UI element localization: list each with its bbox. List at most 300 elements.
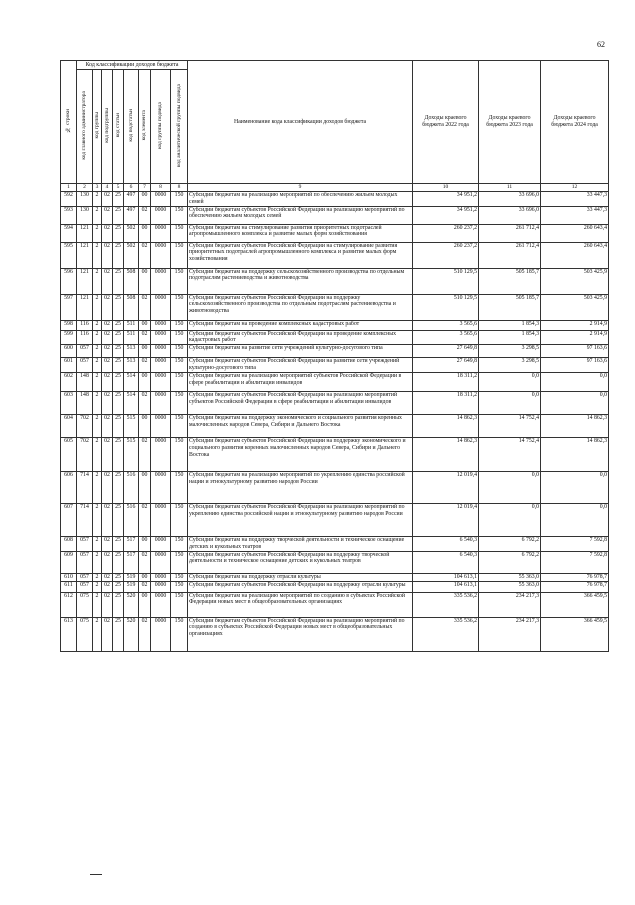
element-code-cell: 00: [139, 224, 151, 242]
admin-code-cell: 057: [77, 358, 93, 373]
element-code-cell: 02: [139, 391, 151, 414]
element-code-cell: 02: [139, 437, 151, 471]
revenue-2022-cell: 12 019,4: [413, 503, 479, 536]
row-number-cell: 594: [61, 224, 77, 242]
admin-code-cell: 148: [77, 391, 93, 414]
subgroup-code-header: код подгруппы: [102, 70, 113, 184]
code-name-cell: Субсидии бюджетам субъектов Российской Федерации на поддержку экономического и социального развития коренных малочисленных народов Севера, Сибири и Дальнего Востока: [188, 437, 413, 471]
subarticle-code-cell: 514: [124, 391, 139, 414]
analytic-subtype-code-cell: 150: [171, 391, 188, 414]
subtype-group-code-cell: 0000: [151, 358, 171, 373]
revenue-2023-cell: 3 298,5: [479, 345, 541, 358]
group-code-cell: 2: [93, 503, 102, 536]
analytic-subtype-code-cell: 150: [171, 206, 188, 224]
subtype-group-code-cell: 0000: [151, 224, 171, 242]
revenue-2024-header: Доходы краевого бюджета 2024 года: [541, 61, 609, 184]
element-code-cell: 02: [139, 242, 151, 268]
revenue-2024-cell: 0,0: [541, 471, 609, 503]
subtype-group-code-cell: 0000: [151, 617, 171, 651]
subgroup-code-cell: 02: [102, 192, 113, 207]
code-name-cell: Субсидии бюджетам субъектов Российской Федерации на стимулирование развития приоритетных подотраслей агропромышленного комплекса и развитие малых форм хозяйствования: [188, 242, 413, 268]
analytic-subtype-code-cell: 150: [171, 358, 188, 373]
admin-code-cell: 075: [77, 617, 93, 651]
article-code-cell: 25: [113, 206, 124, 224]
element-code-cell: 00: [139, 192, 151, 207]
code-name-cell: Субсидии бюджетам субъектов Российской Федерации на реализацию мероприятий по укреплению единства российской нации и этнокультурному развитию народов России: [188, 503, 413, 536]
admin-code-cell: 057: [77, 581, 93, 592]
column-number: 1: [61, 184, 77, 192]
analytic-subtype-code-cell: 150: [171, 414, 188, 437]
subarticle-code-cell: 513: [124, 358, 139, 373]
group-code-cell: 2: [93, 224, 102, 242]
table-row: [61, 345, 609, 358]
analytic-subtype-code-cell: 150: [171, 471, 188, 503]
subgroup-code-cell: 02: [102, 503, 113, 536]
admin-code-cell: 121: [77, 294, 93, 320]
column-number: 3: [93, 184, 102, 192]
row-number-cell: 592: [61, 192, 77, 207]
code-name-cell: Субсидии бюджетам на развитие сети учреждений культурно-досугового типа: [188, 345, 413, 358]
revenue-2022-cell: 260 237,2: [413, 224, 479, 242]
element-code-cell: 00: [139, 592, 151, 617]
article-code-cell: 25: [113, 372, 124, 391]
revenue-2023-cell: 33 696,0: [479, 206, 541, 224]
admin-code-cell: 057: [77, 536, 93, 551]
revenue-2022-header: Доходы краевого бюджета 2022 года: [413, 61, 479, 184]
table-row: [61, 551, 609, 573]
subgroup-code-cell: 02: [102, 414, 113, 437]
revenue-2023-cell: 1 854,3: [479, 320, 541, 330]
code-name-cell: Субсидии бюджетам на поддержку отрасли культуры: [188, 573, 413, 581]
row-number-cell: 611: [61, 581, 77, 592]
code-name-cell: Субсидии бюджетам на стимулирование развития приоритетных подотраслей агропромышленного комплекса и развитие малых форм хозяйствования: [188, 224, 413, 242]
group-code-cell: 2: [93, 592, 102, 617]
table-row: [61, 592, 609, 617]
subarticle-code-cell: 520: [124, 592, 139, 617]
admin-code-cell: 075: [77, 592, 93, 617]
article-code-cell: 25: [113, 617, 124, 651]
subgroup-code-cell: 02: [102, 358, 113, 373]
row-number-cell: 607: [61, 503, 77, 536]
revenue-2024-cell: 97 163,6: [541, 345, 609, 358]
element-code-cell: 00: [139, 372, 151, 391]
subgroup-code-cell: 02: [102, 268, 113, 294]
column-number: 6: [124, 184, 139, 192]
article-code-cell: 25: [113, 224, 124, 242]
revenue-2024-cell: 2 914,9: [541, 320, 609, 330]
element-code-cell: 02: [139, 581, 151, 592]
analytic-subtype-code-cell: 150: [171, 503, 188, 536]
subtype-group-code-cell: 0000: [151, 503, 171, 536]
table-row: [61, 437, 609, 471]
table-row: [61, 503, 609, 536]
revenue-2022-cell: 27 649,8: [413, 358, 479, 373]
subtype-group-code-cell: 0000: [151, 330, 171, 345]
subtype-group-code-header: код группы подвида: [151, 70, 171, 184]
revenue-2022-cell: 14 862,3: [413, 437, 479, 471]
revenue-2023-cell: 234 217,3: [479, 592, 541, 617]
revenue-2023-cell: 14 752,4: [479, 414, 541, 437]
subarticle-code-cell: 520: [124, 617, 139, 651]
article-code-cell: 25: [113, 581, 124, 592]
group-code-cell: 2: [93, 573, 102, 581]
subtype-group-code-cell: 0000: [151, 437, 171, 471]
article-code-cell: 25: [113, 391, 124, 414]
subarticle-code-cell: 516: [124, 503, 139, 536]
code-name-header: Наименование кода классификации доходов бюджета: [188, 61, 413, 184]
revenue-2024-cell: 76 978,7: [541, 573, 609, 581]
revenue-2024-cell: 260 643,4: [541, 242, 609, 268]
code-name-cell: Субсидии бюджетам субъектов Российской Федерации на проведение комплексных кадастровых работ: [188, 330, 413, 345]
table-row: [61, 358, 609, 373]
subarticle-code-cell: 515: [124, 414, 139, 437]
table-row: [61, 294, 609, 320]
column-number: 12: [541, 184, 609, 192]
analytic-subtype-code-cell: 150: [171, 551, 188, 573]
subgroup-code-cell: 02: [102, 206, 113, 224]
group-code-cell: 2: [93, 192, 102, 207]
row-number-cell: 595: [61, 242, 77, 268]
revenue-2023-cell: 505 185,7: [479, 294, 541, 320]
row-number-cell: 608: [61, 536, 77, 551]
element-code-cell: 02: [139, 617, 151, 651]
code-name-cell: Субсидии бюджетам на проведение комплексных кадастровых работ: [188, 320, 413, 330]
analytic-subtype-code-cell: 150: [171, 224, 188, 242]
table-row: [61, 414, 609, 437]
revenue-2024-cell: 366 459,5: [541, 617, 609, 651]
revenue-2024-cell: 503 425,9: [541, 294, 609, 320]
element-code-cell: 00: [139, 471, 151, 503]
article-code-cell: 25: [113, 536, 124, 551]
revenue-2023-cell: 0,0: [479, 372, 541, 391]
subarticle-code-cell: 508: [124, 294, 139, 320]
revenue-2023-cell: 0,0: [479, 471, 541, 503]
admin-code-cell: 121: [77, 268, 93, 294]
revenue-2022-cell: 335 536,2: [413, 592, 479, 617]
table-row: [61, 330, 609, 345]
table-row: [61, 536, 609, 551]
revenue-2023-cell: 261 712,4: [479, 224, 541, 242]
revenue-2022-cell: 104 613,1: [413, 573, 479, 581]
subtype-group-code-cell: 0000: [151, 320, 171, 330]
subtype-group-code-cell: 0000: [151, 294, 171, 320]
group-code-cell: 2: [93, 391, 102, 414]
revenue-2022-cell: 510 129,5: [413, 268, 479, 294]
subarticle-code-cell: 497: [124, 206, 139, 224]
group-code-cell: 2: [93, 536, 102, 551]
row-number-cell: 602: [61, 372, 77, 391]
group-code-cell: 2: [93, 414, 102, 437]
analytic-subtype-code-cell: 150: [171, 345, 188, 358]
row-number-cell: 612: [61, 592, 77, 617]
article-code-cell: 25: [113, 358, 124, 373]
code-name-cell: Субсидии бюджетам на поддержку творческой деятельности и техническое оснащение детских и кукольных театров: [188, 536, 413, 551]
table-row: [61, 581, 609, 592]
subarticle-code-cell: 514: [124, 372, 139, 391]
table-row: [61, 471, 609, 503]
subarticle-code-cell: 517: [124, 536, 139, 551]
table-row: [61, 617, 609, 651]
revenue-2022-cell: 260 237,2: [413, 242, 479, 268]
row-number-cell: 604: [61, 414, 77, 437]
row-number-cell: 596: [61, 268, 77, 294]
revenue-2022-cell: 335 536,2: [413, 617, 479, 651]
row-number-cell: 598: [61, 320, 77, 330]
group-code-cell: 2: [93, 268, 102, 294]
revenue-2022-cell: 104 613,1: [413, 581, 479, 592]
subtype-group-code-cell: 0000: [151, 268, 171, 294]
revenue-2022-cell: 3 565,6: [413, 330, 479, 345]
group-code-cell: 2: [93, 320, 102, 330]
subgroup-code-cell: 02: [102, 551, 113, 573]
row-number-cell: 597: [61, 294, 77, 320]
article-code-cell: 25: [113, 471, 124, 503]
revenue-2022-cell: 34 951,2: [413, 206, 479, 224]
group-code-cell: 2: [93, 437, 102, 471]
group-code-cell: 2: [93, 617, 102, 651]
element-code-cell: 02: [139, 206, 151, 224]
revenue-2024-cell: 0,0: [541, 372, 609, 391]
revenue-2023-cell: 261 712,4: [479, 242, 541, 268]
subarticle-code-cell: 513: [124, 345, 139, 358]
group-code-cell: 2: [93, 294, 102, 320]
subtype-group-code-cell: 0000: [151, 414, 171, 437]
revenue-2023-cell: 6 792,2: [479, 551, 541, 573]
subarticle-code-cell: 515: [124, 437, 139, 471]
element-code-cell: 02: [139, 294, 151, 320]
subtype-group-code-cell: 0000: [151, 471, 171, 503]
analytic-subtype-code-cell: 150: [171, 242, 188, 268]
admin-code-cell: 702: [77, 414, 93, 437]
revenue-2022-cell: 34 951,2: [413, 192, 479, 207]
revenue-2023-cell: 0,0: [479, 391, 541, 414]
article-code-cell: 25: [113, 592, 124, 617]
subgroup-code-cell: 02: [102, 294, 113, 320]
article-code-cell: 25: [113, 437, 124, 471]
code-name-cell: Субсидии бюджетам на реализацию мероприятий по укреплению единства российской нации и этнокультурному развитию народов России: [188, 471, 413, 503]
subgroup-code-cell: 02: [102, 330, 113, 345]
page-number: 62: [597, 40, 605, 49]
subtype-group-code-cell: 0000: [151, 345, 171, 358]
column-number: 4: [102, 184, 113, 192]
footer-line: [90, 874, 102, 875]
subtype-group-code-cell: 0000: [151, 192, 171, 207]
code-name-cell: Субсидии бюджетам на реализацию мероприятий по созданию в субъектах Российской Федерации новых мест в общеобразовательных организациях: [188, 592, 413, 617]
subtype-group-code-cell: 0000: [151, 536, 171, 551]
subgroup-code-cell: 02: [102, 592, 113, 617]
revenue-2023-cell: 55 363,0: [479, 573, 541, 581]
subtype-group-code-cell: 0000: [151, 573, 171, 581]
revenue-2023-cell: 3 298,5: [479, 358, 541, 373]
subarticle-code-cell: 519: [124, 581, 139, 592]
revenue-2022-cell: 3 565,6: [413, 320, 479, 330]
row-number-cell: 600: [61, 345, 77, 358]
admin-code-cell: 121: [77, 224, 93, 242]
element-code-cell: 00: [139, 268, 151, 294]
revenue-2024-cell: 7 592,8: [541, 536, 609, 551]
revenue-2022-cell: 510 129,5: [413, 294, 479, 320]
analytic-subtype-code-header: код аналитической группы подвида: [171, 70, 188, 184]
admin-code-cell: 121: [77, 242, 93, 268]
classification-code-group-header: Код классификации доходов бюджета: [77, 61, 188, 70]
admin-code-cell: 130: [77, 206, 93, 224]
table-row: [61, 206, 609, 224]
admin-code-cell: 714: [77, 471, 93, 503]
group-code-cell: 2: [93, 242, 102, 268]
row-number-cell: 603: [61, 391, 77, 414]
revenue-2024-cell: 2 914,9: [541, 330, 609, 345]
row-number-cell: 605: [61, 437, 77, 471]
revenue-2024-cell: 33 447,3: [541, 192, 609, 207]
analytic-subtype-code-cell: 150: [171, 437, 188, 471]
subtype-group-code-cell: 0000: [151, 592, 171, 617]
table-row: [61, 391, 609, 414]
admin-code-cell: 057: [77, 573, 93, 581]
revenue-2024-cell: 503 425,9: [541, 268, 609, 294]
subtype-group-code-cell: 0000: [151, 581, 171, 592]
group-code-cell: 2: [93, 358, 102, 373]
subarticle-code-cell: 502: [124, 242, 139, 268]
analytic-subtype-code-cell: 150: [171, 617, 188, 651]
subarticle-code-cell: 511: [124, 330, 139, 345]
revenue-2024-cell: 260 643,4: [541, 224, 609, 242]
subgroup-code-cell: 02: [102, 536, 113, 551]
revenue-2024-cell: 0,0: [541, 503, 609, 536]
revenue-classification-table: [60, 60, 609, 652]
subtype-group-code-cell: 0000: [151, 551, 171, 573]
table-row: [61, 192, 609, 207]
revenue-2023-cell: 1 854,3: [479, 330, 541, 345]
analytic-subtype-code-cell: 150: [171, 573, 188, 581]
subtype-group-code-cell: 0000: [151, 242, 171, 268]
row-number-cell: 613: [61, 617, 77, 651]
revenue-2023-cell: 0,0: [479, 503, 541, 536]
subarticle-code-cell: 508: [124, 268, 139, 294]
code-name-cell: Субсидии бюджетам субъектов Российской Федерации на поддержку отрасли культуры: [188, 581, 413, 592]
element-code-cell: 02: [139, 551, 151, 573]
element-code-cell: 00: [139, 320, 151, 330]
article-code-cell: 25: [113, 414, 124, 437]
admin-code-cell: 714: [77, 503, 93, 536]
subgroup-code-cell: 02: [102, 345, 113, 358]
column-number-row: [61, 184, 609, 192]
revenue-2024-cell: 97 163,6: [541, 358, 609, 373]
admin-code-cell: 130: [77, 192, 93, 207]
element-code-cell: 00: [139, 345, 151, 358]
element-code-cell: 02: [139, 503, 151, 536]
subtype-group-code-cell: 0000: [151, 372, 171, 391]
revenue-2022-cell: 6 540,3: [413, 536, 479, 551]
group-code-cell: 2: [93, 551, 102, 573]
admin-code-cell: 057: [77, 551, 93, 573]
column-number: 11: [479, 184, 541, 192]
row-number-cell: 593: [61, 206, 77, 224]
element-code-cell: 00: [139, 414, 151, 437]
revenue-2022-cell: 18 311,2: [413, 372, 479, 391]
article-code-cell: 25: [113, 268, 124, 294]
table-row: [61, 242, 609, 268]
code-name-cell: Субсидии бюджетам субъектов Российской Федерации на развитие сети учреждений культурно-досугового типа: [188, 358, 413, 373]
subgroup-code-cell: 02: [102, 471, 113, 503]
subarticle-code-cell: 497: [124, 192, 139, 207]
code-name-cell: Субсидии бюджетам субъектов Российской Федерации на поддержку сельскохозяйственного производства по отдельным подотраслям растениеводства и животноводства: [188, 294, 413, 320]
article-code-cell: 25: [113, 503, 124, 536]
admin-code-cell: 148: [77, 372, 93, 391]
article-code-cell: 25: [113, 573, 124, 581]
group-code-cell: 2: [93, 372, 102, 391]
table-row: [61, 573, 609, 581]
revenue-2023-header: Доходы краевого бюджета 2023 года: [479, 61, 541, 184]
analytic-subtype-code-cell: 150: [171, 536, 188, 551]
revenue-2024-cell: 14 862,3: [541, 437, 609, 471]
row-number-cell: 609: [61, 551, 77, 573]
revenue-2023-cell: 55 363,0: [479, 581, 541, 592]
subarticle-code-cell: 502: [124, 224, 139, 242]
article-code-cell: 25: [113, 242, 124, 268]
column-number: 7: [139, 184, 151, 192]
code-name-cell: Субсидии бюджетам субъектов Российской Федерации на реализацию мероприятий субъектов Российской Федерации в сфере реабилитации и абилитации инвалидов: [188, 391, 413, 414]
column-number: 9: [188, 184, 413, 192]
revenue-2023-cell: 505 185,7: [479, 268, 541, 294]
article-code-cell: 25: [113, 330, 124, 345]
subgroup-code-cell: 02: [102, 320, 113, 330]
revenue-2023-cell: 6 792,2: [479, 536, 541, 551]
revenue-2022-cell: 12 019,4: [413, 471, 479, 503]
column-number: 2: [77, 184, 93, 192]
revenue-2023-cell: 33 696,0: [479, 192, 541, 207]
table-row: [61, 268, 609, 294]
article-code-header: код статьи: [113, 70, 124, 184]
revenue-2022-cell: 18 311,2: [413, 391, 479, 414]
table-row: [61, 372, 609, 391]
group-code-cell: 2: [93, 581, 102, 592]
element-code-header: код элемента: [139, 70, 151, 184]
subgroup-code-cell: 02: [102, 242, 113, 268]
group-code-header: код группы: [93, 70, 102, 184]
subarticle-code-cell: 516: [124, 471, 139, 503]
subgroup-code-cell: 02: [102, 372, 113, 391]
analytic-subtype-code-cell: 150: [171, 330, 188, 345]
subgroup-code-cell: 02: [102, 581, 113, 592]
analytic-subtype-code-cell: 150: [171, 294, 188, 320]
code-name-cell: Субсидии бюджетам на поддержку экономического и социального развития коренных малочисленных народов Севера, Сибири и Дальнего Востока: [188, 414, 413, 437]
revenue-2022-cell: 6 540,3: [413, 551, 479, 573]
row-number-cell: 606: [61, 471, 77, 503]
subtype-group-code-cell: 0000: [151, 206, 171, 224]
analytic-subtype-code-cell: 150: [171, 592, 188, 617]
table-row: [61, 320, 609, 330]
column-number: 8: [151, 184, 171, 192]
analytic-subtype-code-cell: 150: [171, 581, 188, 592]
revenue-2024-cell: 366 459,5: [541, 592, 609, 617]
analytic-subtype-code-cell: 150: [171, 320, 188, 330]
article-code-cell: 25: [113, 294, 124, 320]
subgroup-code-cell: 02: [102, 224, 113, 242]
analytic-subtype-code-cell: 150: [171, 372, 188, 391]
code-name-cell: Субсидии бюджетам субъектов Российской Федерации на реализацию мероприятий по обеспечению жильем молодых семей: [188, 206, 413, 224]
code-name-cell: Субсидии бюджетам субъектов Российской Федерации на реализацию мероприятий по созданию в субъектах Российской Федерации новых мест в общеобразовательных организациях: [188, 617, 413, 651]
analytic-subtype-code-cell: 150: [171, 192, 188, 207]
subarticle-code-cell: 519: [124, 573, 139, 581]
column-number: 5: [113, 184, 124, 192]
subarticle-code-cell: 511: [124, 320, 139, 330]
code-name-cell: Субсидии бюджетам на реализацию мероприятий субъектов Российской Федерации в сфере реабилитации и абилитации инвалидов: [188, 372, 413, 391]
element-code-cell: 00: [139, 573, 151, 581]
subarticle-code-header: код подстатьи: [124, 70, 139, 184]
subarticle-code-cell: 517: [124, 551, 139, 573]
analytic-subtype-code-cell: 150: [171, 268, 188, 294]
article-code-cell: 25: [113, 192, 124, 207]
